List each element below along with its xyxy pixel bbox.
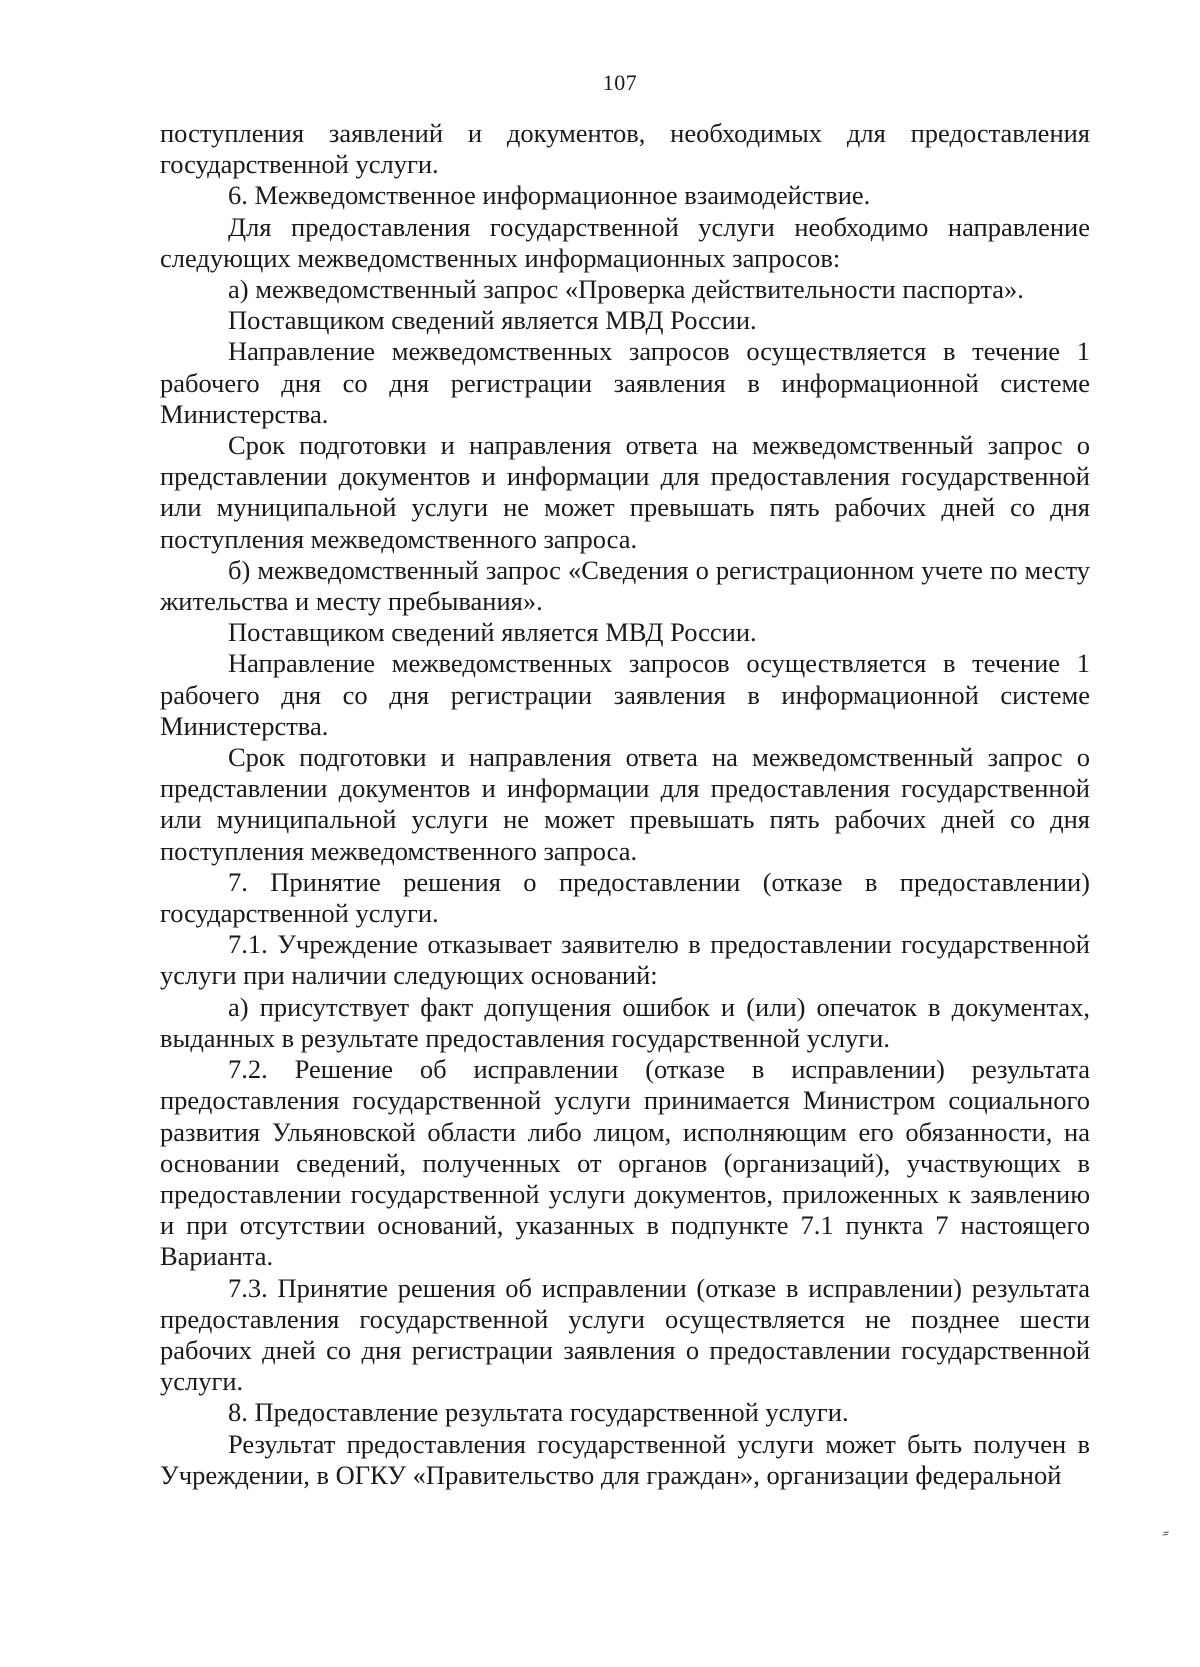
subsection-7-1: 7.1. Учреждение отказывает заявителю в предоставлении государственной услуги при наличии следующих оснований: bbox=[160, 929, 1090, 991]
paragraph: Срок подготовки и направления ответа на межведомственный запрос о представлении документов и информации для предоставления государственной или муниципальной услуги не может превышать пять рабочих дней со дня поступления межведомственного запроса. bbox=[160, 430, 1090, 554]
paragraph-continuation: поступления заявлений и документов, необходимых для предоставления государственной услуги. bbox=[160, 118, 1090, 180]
list-item-a: а) присутствует факт допущения ошибок и (или) опечаток в документах, выданных в результате предоставления государственной услуги. bbox=[160, 991, 1090, 1053]
paragraph: Срок подготовки и направления ответа на межведомственный запрос о представлении документов и информации для предоставления государственной или муниципальной услуги не может превышать пять рабочих дней со дня поступления межведомственного запроса. bbox=[160, 742, 1090, 866]
section-heading-7: 7. Принятие решения о предоставлении (отказе в предоставлении) государственной услуги. bbox=[160, 866, 1090, 929]
section-heading-8: 8. Предоставление результата государственной услуги. bbox=[228, 1397, 849, 1428]
paragraph: Поставщиком сведений является МВД России. bbox=[228, 617, 757, 648]
scan-mark: ⸗ bbox=[1159, 1521, 1173, 1543]
paragraph: Поставщиком сведений является МВД России. bbox=[228, 305, 757, 336]
document-body bbox=[160, 118, 1090, 1491]
section-heading-6: 6. Межведомственное информационное взаимодействие. bbox=[228, 180, 871, 211]
paragraph: Результат предоставления государственной услуги может быть получен в Учреждении, в ОГКУ «Правительство для граждан», организации федеральной bbox=[160, 1428, 1090, 1490]
paragraph: Направление межведомственных запросов осуществляется в течение 1 рабочего дня со дня регистрации заявления в информационной системе Министерства. bbox=[160, 336, 1090, 429]
subsection-7-3: 7.3. Принятие решения об исправлении (отказе в исправлении) результата предоставления государственной услуги осуществляется не позднее шести рабочих дней со дня регистрации заявления о предоставлении государственной услуги. bbox=[160, 1272, 1090, 1397]
list-item-b: б) межведомственный запрос «Сведения о регистрационном учете по месту жительства и месту пребывания». bbox=[160, 554, 1090, 617]
subsection-7-2: 7.2. Решение об исправлении (отказе в исправлении) результата предоставления государственной услуги принимается Министром социального развития Ульяновской области либо лицом, исполняющим его обязанности, на основании сведений, полученных от органов (организаций), участвующих в предоставлении государственной услуги документов, приложенных к заявлению и при отсутствии оснований, указанных в подпункте 7.1 пункта 7 настоящего Варианта. bbox=[160, 1054, 1090, 1272]
paragraph: Для предоставления государственной услуги необходимо направление следующих межведомственных информационных запросов: bbox=[160, 211, 1090, 273]
paragraph: Направление межведомственных запросов осуществляется в течение 1 рабочего дня со дня регистрации заявления в информационной системе Министерства. bbox=[160, 648, 1090, 741]
page-number: 107 bbox=[602, 70, 638, 95]
list-item-a: а) межведомственный запрос «Проверка действительности паспорта». bbox=[228, 274, 1024, 305]
